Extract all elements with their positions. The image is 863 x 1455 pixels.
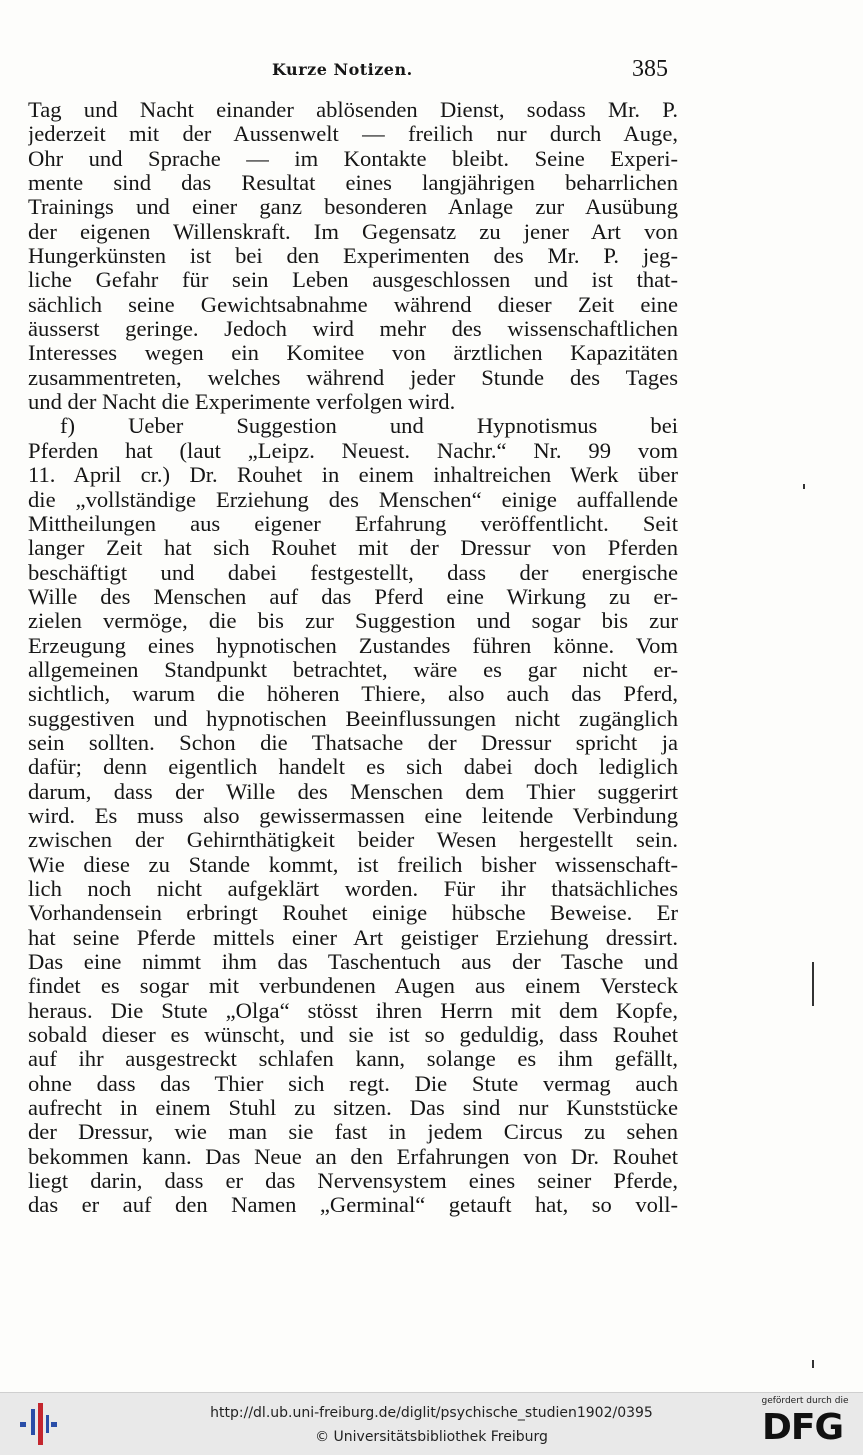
text-line: das er auf den Namen „Germinal“ getauft hat, so voll-	[28, 1193, 678, 1218]
page-header	[0, 56, 863, 86]
text-line: Ohr und Sprache — im Kontakte bleibt. Seine Experi-	[28, 146, 678, 171]
text-line: f) Ueber Suggestion und Hypnotismus bei	[60, 414, 678, 439]
dfg-caption: gefördert durch die	[761, 1396, 849, 1406]
text-line: aufrecht in einem Stuhl zu sitzen. Das sind nur Kunststücke	[28, 1096, 678, 1121]
text-line: Das eine nimmt ihm das Taschentuch aus der Tasche und	[28, 950, 678, 975]
text-line: darum, dass der Wille des Menschen dem Thier suggerirt	[28, 779, 678, 804]
text-line: heraus. Die Stute „Olga“ stösst ihren Herrn mit dem Kopfe,	[28, 998, 678, 1023]
text-line: mente sind das Resultat eines langjährigen beharrlichen	[28, 171, 678, 196]
text-line: Wie diese zu Stande kommt, ist freilich bisher wissenschaft-	[28, 852, 678, 877]
text-line: beschäftigt und dabei festgestellt, dass der energische	[28, 560, 678, 585]
text-line: sobald dieser es wünscht, und sie ist so geduldig, dass Rouhet	[28, 1023, 678, 1048]
text-line: sächlich seine Gewichtsabnahme während dieser Zeit eine	[28, 292, 678, 317]
text-line: die „vollständige Erziehung des Menschen“ einige auffallende	[28, 487, 678, 512]
text-line: allgemeinen Standpunkt betrachtet, wäre es gar nicht er-	[28, 657, 678, 682]
text-line: Hungerkünsten ist bei den Experimenten des Mr. P. jeg-	[28, 244, 678, 269]
running-head: Kurze Notizen.	[272, 60, 413, 79]
viewer-footer	[0, 1392, 863, 1455]
text-line: Mittheilungen aus eigener Erfahrung veröffentlicht. Seit	[28, 511, 678, 536]
text-line: und der Nacht die Experimente verfolgen wird.	[28, 390, 456, 415]
margin-mark	[803, 484, 805, 489]
text-line: äusserst geringe. Jedoch wird mehr des wissenschaftlichen	[28, 317, 678, 342]
text-line: Pferden hat (laut „Leipz. Neuest. Nachr.“ Nr. 99 vom	[28, 438, 678, 463]
text-line: Trainings und einer ganz besonderen Anlage zur Ausübung	[28, 195, 678, 220]
text-line: sein sollten. Schon die Thatsache der Dressur spricht ja	[28, 730, 678, 755]
margin-mark	[812, 1360, 814, 1368]
text-line: hat seine Pferde mittels einer Art geistiger Erziehung dressirt.	[28, 925, 678, 950]
text-line: liegt darin, dass er das Nervensystem eines seiner Pferde,	[28, 1169, 678, 1194]
copyright-text: © Universitätsbibliothek Freiburg	[315, 1429, 548, 1445]
text-line: jederzeit mit der Aussenwelt — freilich nur durch Auge,	[28, 122, 678, 147]
text-line: lich noch nicht aufgeklärt worden. Für ihr thatsächliches	[28, 877, 678, 901]
text-line: 11. April cr.) Dr. Rouhet in einem inhaltreichen Werk über	[28, 463, 678, 488]
dfg-logo-text: DFG	[762, 1407, 844, 1448]
text-line: Tag und Nacht einander ablösenden Dienst, sodass Mr. P.	[28, 98, 678, 122]
text-line: Wille des Menschen auf das Pferd eine Wirkung zu er-	[28, 584, 678, 609]
document-url-link[interactable]: http://dl.ub.uni-freiburg.de/diglit/psychische_studien1902/0395	[210, 1405, 653, 1421]
text-line: sichtlich, warum die höheren Thiere, also auch das Pferd,	[28, 682, 678, 707]
text-line: zwischen der Gehirnthätigkeit beider Wesen hergestellt sein.	[28, 828, 678, 853]
body-text	[28, 98, 678, 1218]
dfg-logo-icon[interactable]	[750, 1396, 860, 1452]
text-line: zielen vermöge, die bis zur Suggestion und sogar bis zur	[28, 609, 678, 634]
text-line: der Dressur, wie man sie fast in jedem Circus zu sehen	[28, 1120, 678, 1145]
text-line: Interesses wegen ein Komitee von ärztlichen Kapazitäten	[28, 341, 678, 366]
text-line: zusammentreten, welches während jeder Stunde des Tages	[28, 365, 678, 390]
text-line: Erzeugung eines hypnotischen Zustandes führen könne. Vom	[28, 633, 678, 658]
text-line: findet es sogar mit verbundenen Augen aus einem Versteck	[28, 974, 678, 999]
text-line: suggestiven und hypnotischen Beeinflussungen nicht zugänglich	[28, 706, 678, 731]
page-number: 385	[632, 56, 668, 82]
margin-mark	[812, 962, 814, 1006]
text-line: Vorhandensein erbringt Rouhet einige hübsche Beweise. Er	[28, 901, 678, 926]
text-line: dafür; denn eigentlich handelt es sich dabei doch lediglich	[28, 755, 678, 780]
text-line: liche Gefahr für sein Leben ausgeschlossen und ist that-	[28, 268, 678, 293]
text-line: bekommen kann. Das Neue an den Erfahrungen von Dr. Rouhet	[28, 1144, 678, 1169]
text-line: der eigenen Willenskraft. Im Gegensatz zu jener Art von	[28, 219, 678, 244]
text-line: ohne dass das Thier sich regt. Die Stute vermag auch	[28, 1071, 678, 1096]
text-line: wird. Es muss also gewissermassen eine leitende Verbindung	[28, 803, 678, 828]
text-line: auf ihr ausgestreckt schlafen kann, solange es ihm gefällt,	[28, 1047, 678, 1072]
text-line: langer Zeit hat sich Rouhet mit der Dressur von Pferden	[28, 536, 678, 561]
